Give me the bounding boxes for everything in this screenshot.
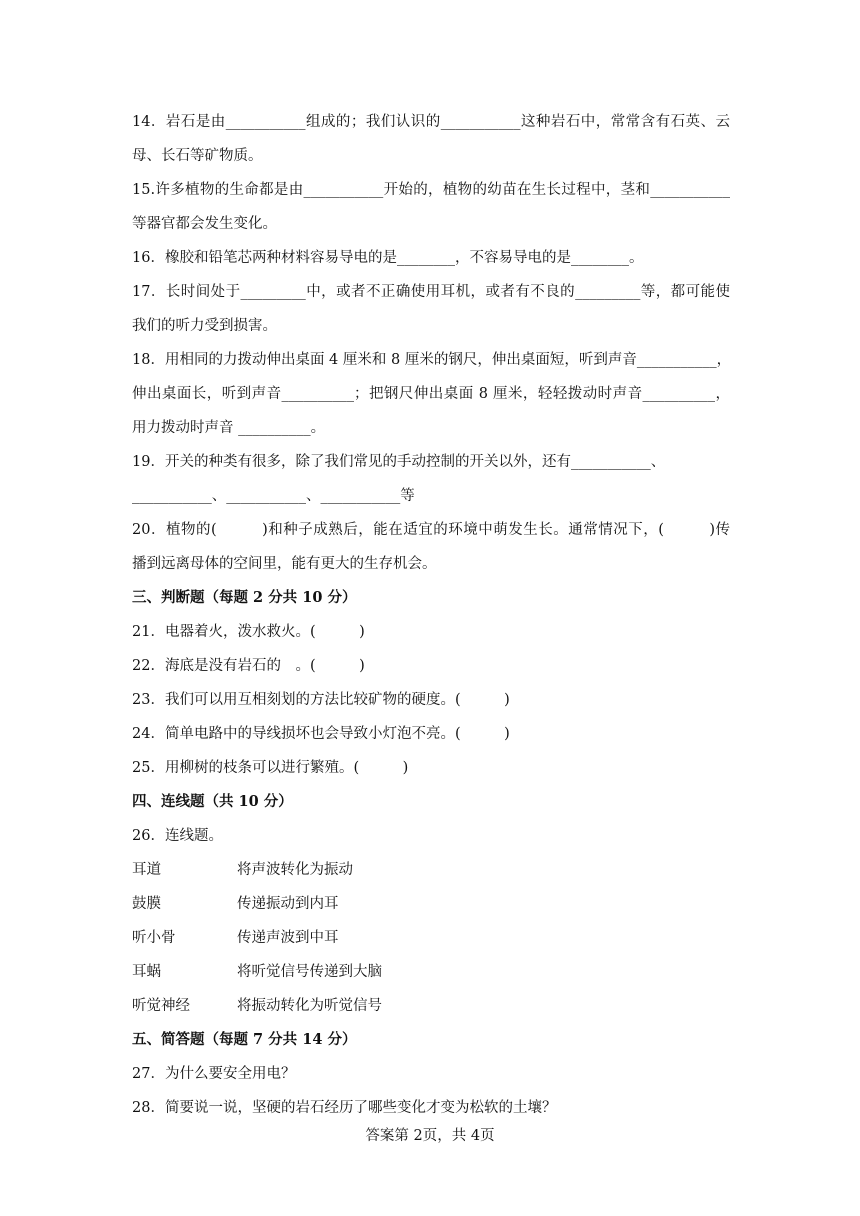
question-19-line-2: ___________、___________、___________等 [132, 488, 415, 504]
matching-desc: 传递声波到中耳 [237, 930, 339, 946]
question-20-line-2: 播到远离母体的空间里，能有更大的生存机会。 [132, 556, 437, 572]
section-3-heading: 三、判断题（每题 2 分共 10 分） [132, 589, 357, 606]
matching-term: 听觉神经 [132, 998, 190, 1014]
matching-term: 听小骨 [132, 930, 176, 946]
matching-row [132, 928, 339, 948]
question-28: 28．简要说一说，坚硬的岩石经历了哪些变化才变为松软的土壤？ [132, 1100, 557, 1116]
question-26: 26．连线题。 [132, 828, 223, 844]
matching-desc: 将振动转化为听觉信号 [237, 998, 382, 1014]
question-20-line-1: 20．植物的( )和种子成熟后，能在适宜的环境中萌发生长。通常情况下，( )传 [132, 522, 730, 538]
question-25: 25．用柳树的枝条可以进行繁殖。( ) [132, 760, 409, 776]
question-15-line-2: 等器官都会发生变化。 [132, 216, 277, 232]
question-18-line-1: 18．用相同的力拨动伸出桌面 4 厘米和 8 厘米的钢尺，伸出桌面短，听到声音___________， [132, 352, 732, 368]
matching-term: 鼓膜 [132, 896, 161, 912]
question-14-line-1: 14．岩石是由___________组成的；我们认识的___________这种岩石中，常常含有石英、云 [132, 114, 730, 130]
question-14-line-2: 母、长石等矿物质。 [132, 148, 263, 164]
question-18-line-2: 伸出桌面长，听到声音__________；把钢尺伸出桌面 8 厘米，轻轻拨动时声音__________， [132, 386, 730, 402]
question-24: 24．简单电路中的导线损坏也会导致小灯泡不亮。( ) [132, 726, 510, 742]
question-23: 23．我们可以用互相刻划的方法比较矿物的硬度。( ) [132, 692, 510, 708]
matching-term: 耳道 [132, 862, 161, 878]
question-17-line-2: 我们的听力受到损害。 [132, 318, 277, 334]
matching-row [132, 894, 339, 914]
section-5-heading: 五、简答题（每题 7 分共 14 分） [132, 1031, 357, 1048]
matching-row [132, 996, 382, 1016]
question-15-line-1: 15.许多植物的生命都是由___________开始的，植物的幼苗在生长过程中，茎和___________ [132, 182, 730, 198]
question-17-line-1: 17．长时间处于_________中，或者不正确使用耳机，或者有不良的_________等，都可能使 [132, 284, 730, 300]
question-22: 22．海底是没有岩石的 。( ) [132, 658, 365, 674]
question-27: 27．为什么要安全用电？ [132, 1066, 296, 1082]
question-18-line-3: 用力拨动时声音 __________。 [132, 420, 326, 436]
section-4-heading: 四、连线题（共 10 分） [132, 793, 293, 810]
question-21: 21．电器着火，泼水救火。( ) [132, 624, 365, 640]
matching-row [132, 962, 382, 982]
matching-row [132, 860, 353, 880]
question-19-line-1: 19．开关的种类有很多，除了我们常见的手动控制的开关以外，还有___________、 [132, 454, 666, 470]
matching-desc: 将听觉信号传递到大脑 [237, 964, 382, 980]
page-footer: 答案第 2页，共 4页 [365, 1128, 495, 1144]
matching-term: 耳蜗 [132, 964, 161, 980]
question-16: 16．橡胶和铅笔芯两种材料容易导电的是________，不容易导电的是________。 [132, 250, 644, 266]
matching-desc: 将声波转化为振动 [237, 862, 353, 878]
matching-desc: 传递振动到内耳 [237, 896, 339, 912]
